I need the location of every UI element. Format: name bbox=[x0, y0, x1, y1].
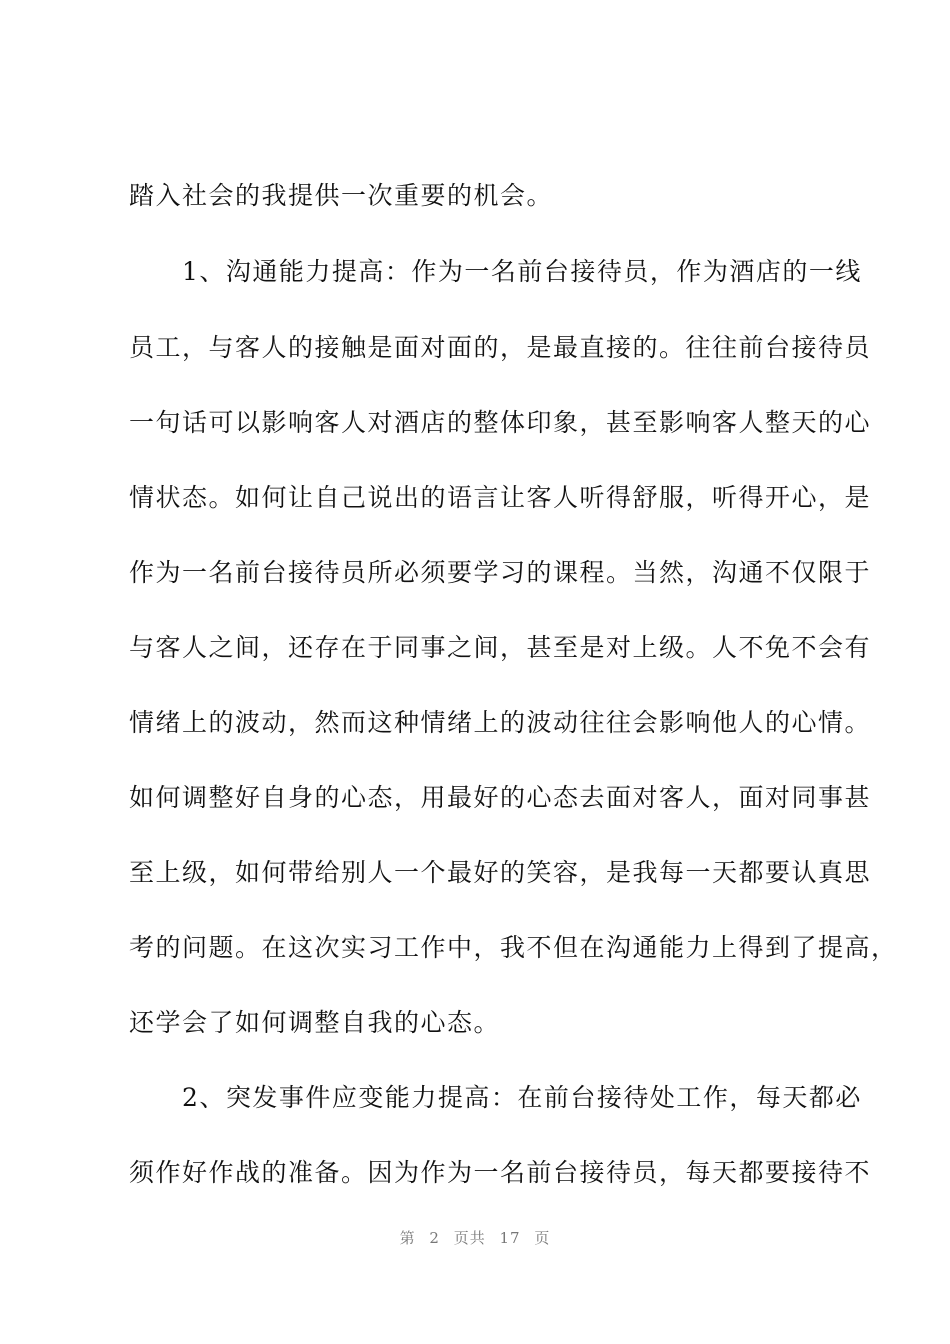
text-line: 作为一名前台接待员所必须要学习的课程。当然，沟通不仅限于 bbox=[129, 558, 872, 587]
text-line: 考的问题。在这次实习工作中，我不但在沟通能力上得到了提高， bbox=[129, 933, 898, 962]
text-line: 1、沟通能力提高：作为一名前台接待员，作为酒店的一线 bbox=[129, 257, 862, 286]
text-line: 与客人之间，还存在于同事之间，甚至是对上级。人不免不会有 bbox=[129, 633, 872, 662]
text-line: 2、突发事件应变能力提高：在前台接待处工作，每天都必 bbox=[129, 1083, 862, 1112]
text-line: 踏入社会的我提供一次重要的机会。 bbox=[129, 181, 554, 210]
text-line: 须作好作战的准备。因为作为一名前台接待员，每天都要接待不 bbox=[129, 1158, 872, 1187]
text-line: 情状态。如何让自己说出的语言让客人听得舒服，听得开心，是 bbox=[129, 483, 872, 512]
text-line: 如何调整好自身的心态，用最好的心态去面对客人，面对同事甚 bbox=[129, 783, 872, 812]
text-line: 情绪上的波动，然而这种情绪上的波动往往会影响他人的心情。 bbox=[129, 708, 872, 737]
text-line: 至上级，如何带给别人一个最好的笑容，是我每一天都要认真思 bbox=[129, 858, 872, 887]
text-line: 还学会了如何调整自我的心态。 bbox=[129, 1008, 501, 1037]
text-line: 员工，与客人的接触是面对面的，是最直接的。往往前台接待员 bbox=[129, 333, 872, 362]
text-line: 一句话可以影响客人对酒店的整体印象，甚至影响客人整天的心 bbox=[129, 408, 872, 437]
page-footer: 第 2 页共 17 页 bbox=[399, 1229, 551, 1247]
